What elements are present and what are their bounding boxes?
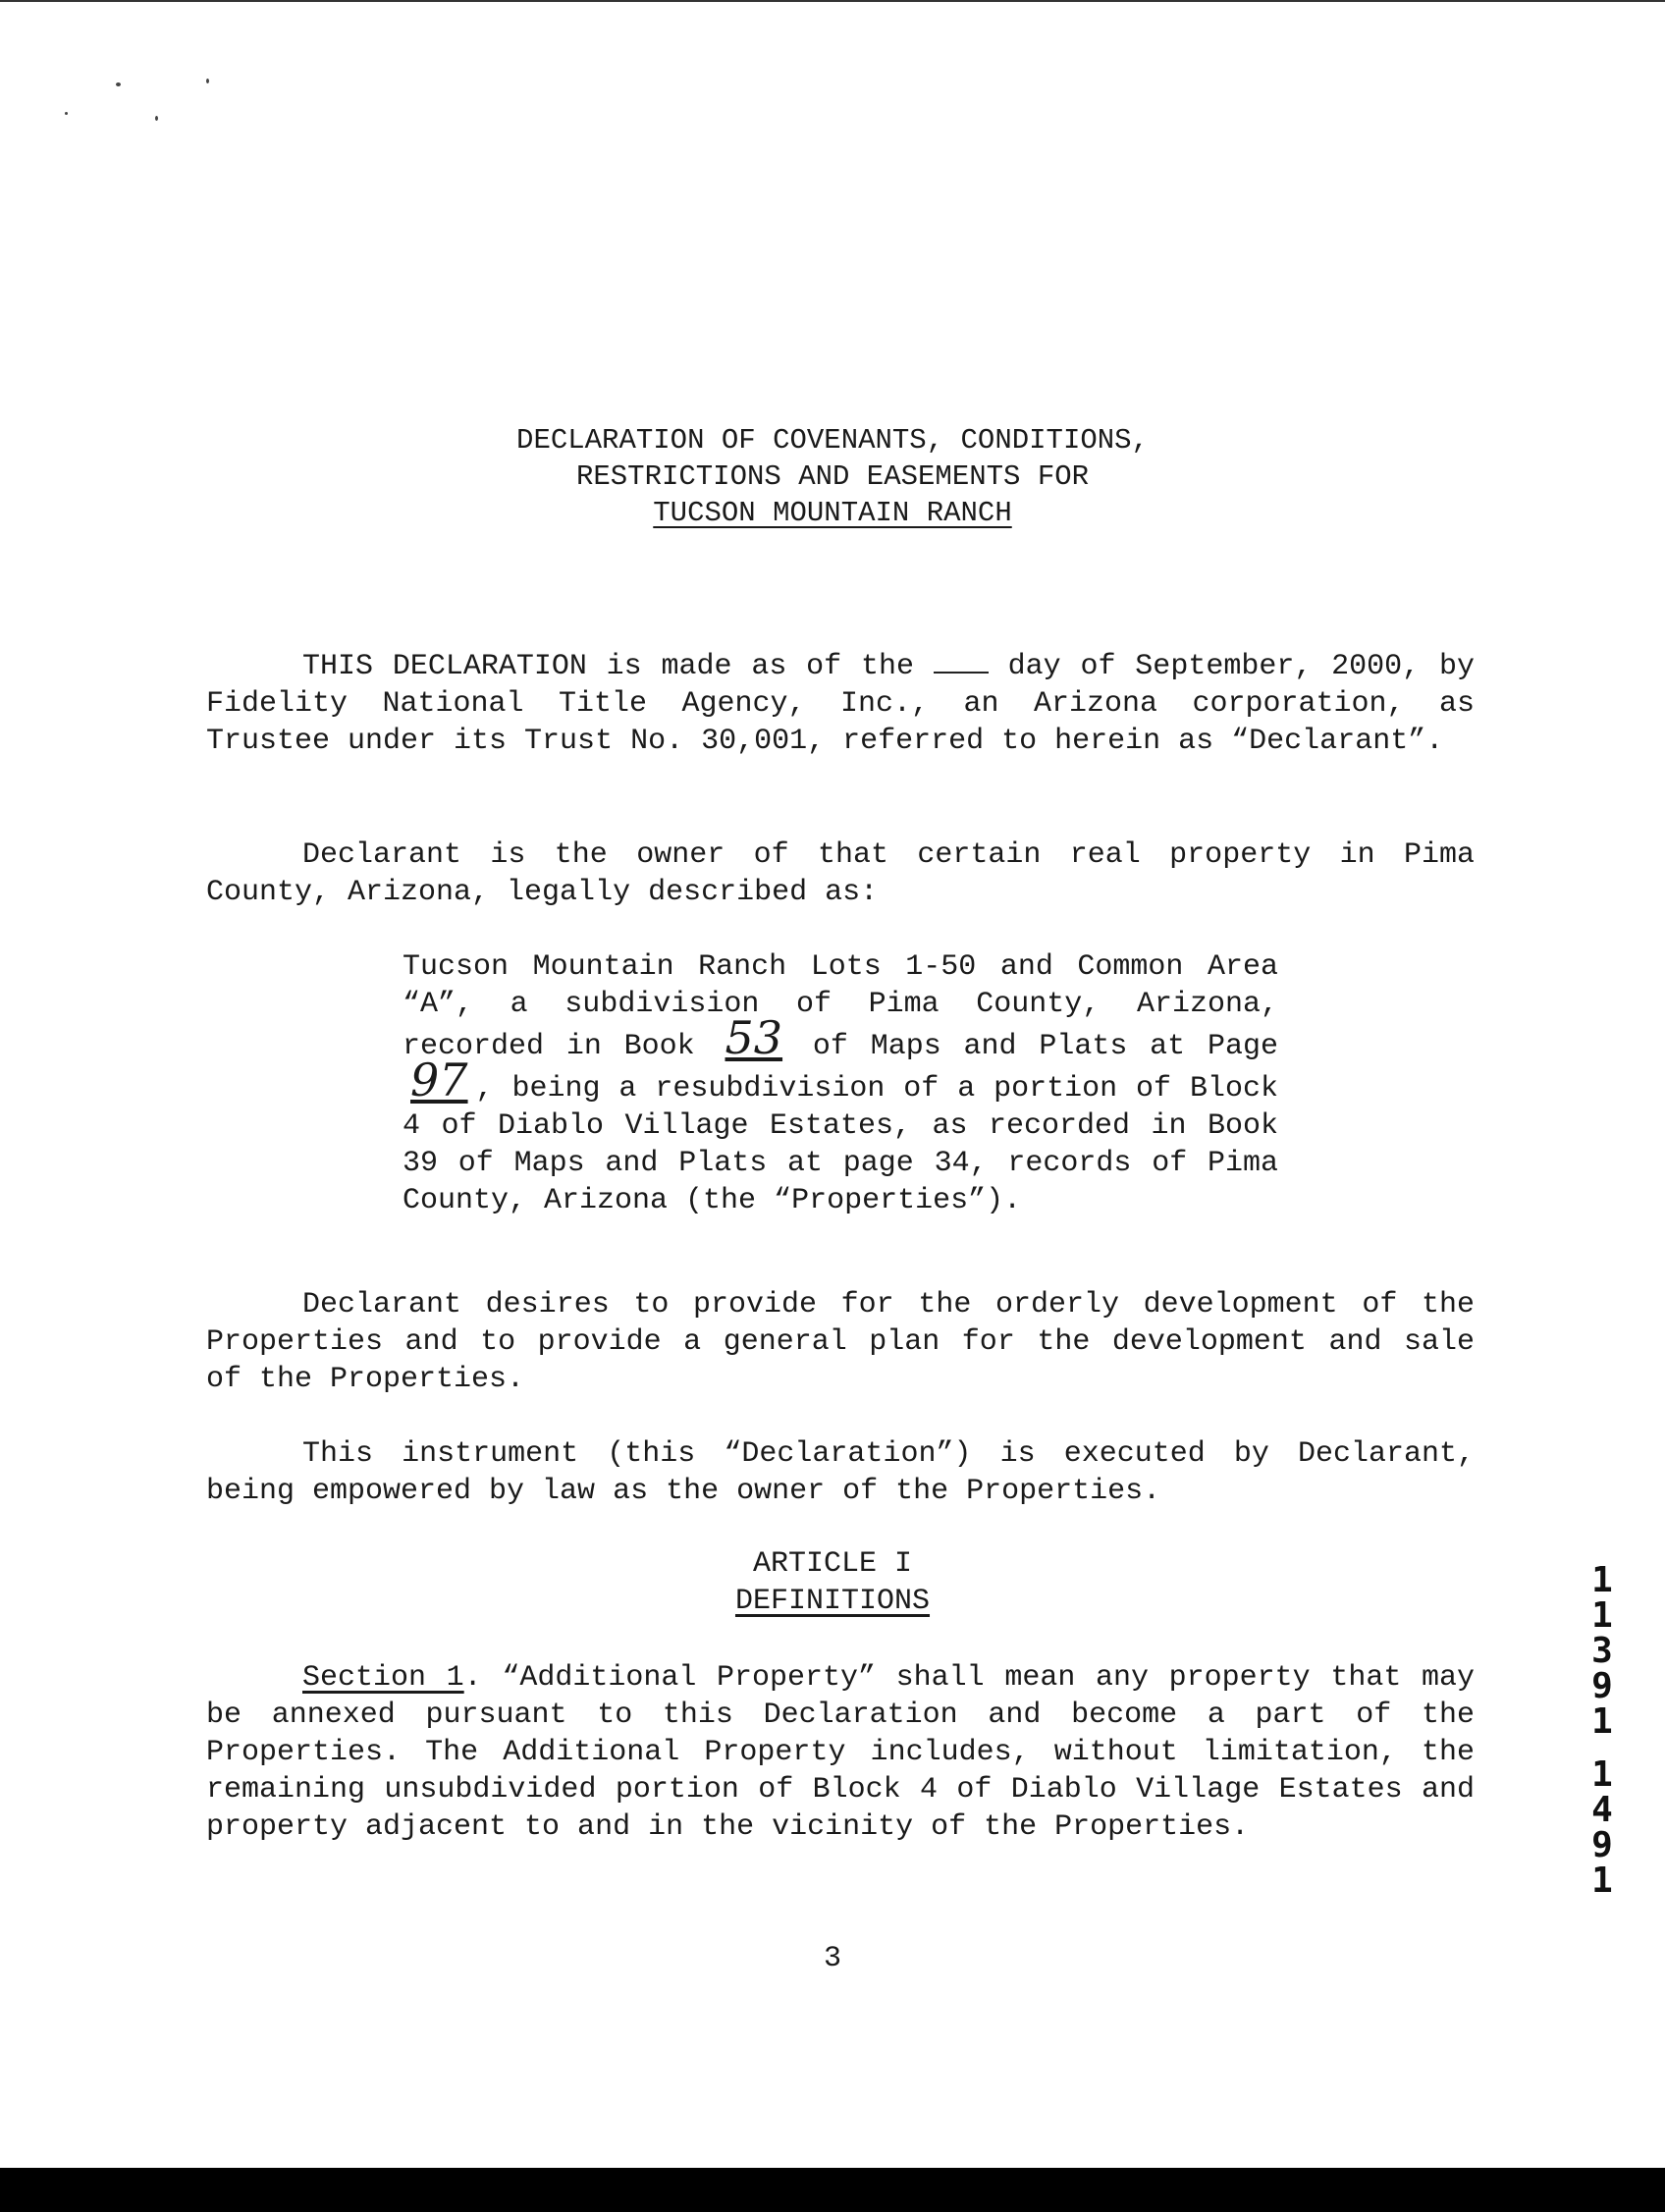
purpose-text: Declarant desires to provide for the orderly development of the Properties and to provide a general plan for the development and sale of the Properties. — [206, 1288, 1475, 1396]
stamp-digit: 1 — [1591, 1701, 1613, 1742]
legal-part-1: Tucson Mountain Ranch Lots 1-50 and Common Area “A”, a subdivision of Pima County, Arizona, recorded in Book — [403, 950, 1278, 1063]
stamp-digit: 1 — [1591, 1754, 1613, 1795]
instrument-paragraph — [206, 1435, 1475, 1510]
intro-paragraph — [206, 648, 1475, 760]
stamp-digit: 3 — [1591, 1631, 1613, 1671]
instrument-text: This instrument (this “Declaration”) is executed by Declarant, being empowered by law as the owner of the Properties. — [206, 1437, 1475, 1508]
title-line-3: TUCSON MOUNTAIN RANCH — [653, 497, 1012, 529]
title-line-2: RESTRICTIONS AND EASEMENTS FOR — [575, 460, 1090, 493]
scan-speck — [206, 79, 209, 83]
section-1-label: Section 1 — [302, 1661, 464, 1695]
stamp-digit: 4 — [1591, 1790, 1613, 1830]
page-top-border — [0, 0, 1665, 2]
owner-text: Declarant is the owner of that certain real property in Pima County, Arizona, legally described as: — [206, 838, 1475, 909]
legal-description — [403, 948, 1278, 1219]
intro-part-2: day of September, 2000, by Fidelity National Title Agency, Inc., an Arizona corporation, as Trustee under its Trust No. 30,001, referred to herein as “Declarant”. — [206, 650, 1475, 758]
scan-speck — [65, 112, 68, 115]
purpose-paragraph — [206, 1286, 1475, 1398]
scan-bottom-bar — [0, 2168, 1665, 2212]
stamp-digit: 1 — [1591, 1861, 1613, 1901]
legal-part-2: of Maps and Plats at Page — [812, 1030, 1279, 1063]
scan-speck — [116, 82, 121, 86]
section-1-paragraph — [206, 1659, 1475, 1846]
article-heading — [0, 1545, 1665, 1620]
legal-part-3: , being a resubdivision of a portion of Block 4 of Diablo Village Estates, as recorded in Book 39 of Maps and Plats at page 34, records of Pima County, Arizona (the “Properties”). — [403, 1072, 1278, 1217]
stamp-digit: 9 — [1591, 1825, 1613, 1865]
stamp-digit: 1 — [1591, 1560, 1613, 1600]
article-number: ARTICLE I — [752, 1547, 913, 1581]
page-number: 3 — [823, 1942, 841, 1975]
stamp-digit: 9 — [1591, 1666, 1613, 1706]
handwritten-page-number: 97 — [410, 1053, 468, 1106]
owner-paragraph — [206, 836, 1475, 911]
side-stamp-lower — [1583, 1754, 1622, 1901]
side-stamp-upper — [1583, 1560, 1622, 1742]
article-title: DEFINITIONS — [734, 1585, 931, 1618]
scan-speck — [155, 116, 158, 121]
intro-part-1: THIS DECLARATION is made as of the — [302, 650, 914, 683]
handwritten-book-number: 53 — [725, 1011, 783, 1064]
document-title — [0, 422, 1665, 531]
section-1-text: . “Additional Property” shall mean any property that may be annexed pursuant to this Declaration and become a part of the Properties. The Additional Property includes, without limitation, the remaining unsubdivided portion of Block 4 of Diablo Village Estates and property adjacent to and in the vicinity of the Properties. — [206, 1661, 1475, 1844]
title-line-1: DECLARATION OF COVENANTS, CONDITIONS, — [516, 424, 1149, 457]
date-blank — [934, 652, 989, 674]
stamp-digit: 1 — [1591, 1595, 1613, 1636]
